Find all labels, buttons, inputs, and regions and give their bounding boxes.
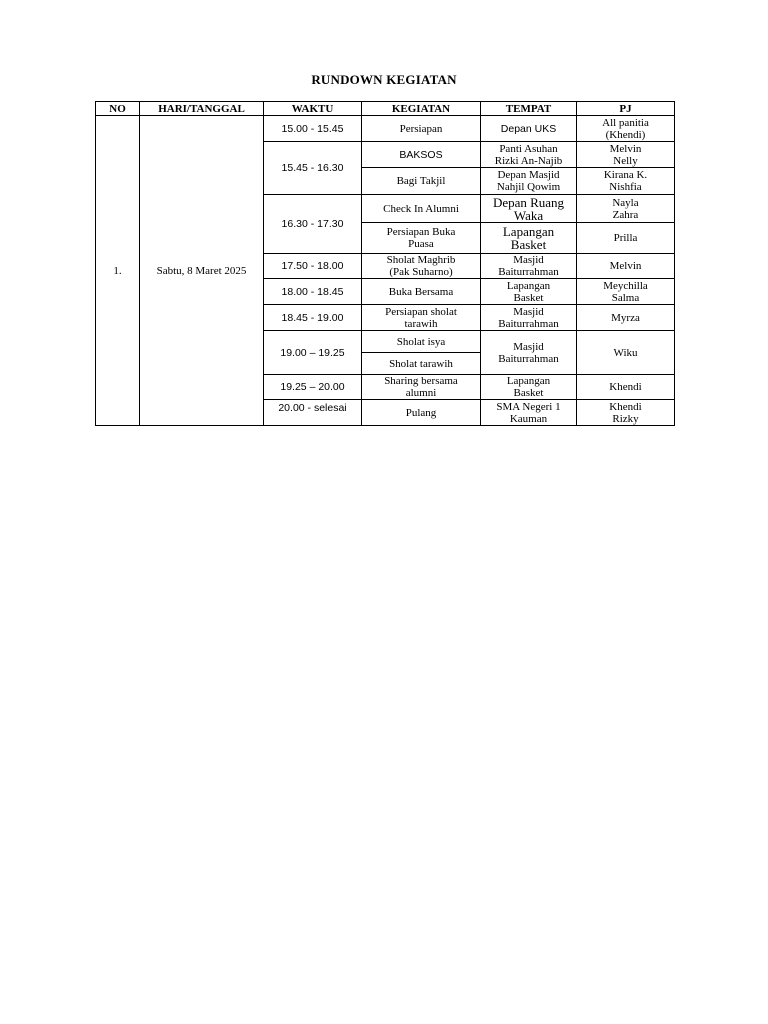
table-row	[96, 116, 675, 142]
cell-kegiatan: Buka Bersama	[362, 279, 481, 305]
cell-pj: Melvin	[577, 254, 675, 279]
cell-waktu: 16.30 - 17.30	[264, 195, 362, 254]
cell-tempat: Depan Ruang Waka	[481, 195, 577, 223]
cell-kegiatan: Persiapan Buka Puasa	[362, 223, 481, 254]
header-waktu: WAKTU	[264, 102, 362, 116]
cell-no: 1.	[96, 116, 140, 426]
header-no: NO	[96, 102, 140, 116]
cell-pj: Khendi Rizky	[577, 400, 675, 426]
cell-pj: Khendi	[577, 375, 675, 400]
cell-pj: Melvin Nelly	[577, 142, 675, 168]
cell-tempat: Lapangan Basket	[481, 375, 577, 400]
cell-kegiatan: Check In Alumni	[362, 195, 481, 223]
cell-pj: Prilla	[577, 223, 675, 254]
cell-kegiatan: Sharing bersama alumni	[362, 375, 481, 400]
header-tempat: TEMPAT	[481, 102, 577, 116]
cell-tempat: Masjid Baiturrahman	[481, 331, 577, 375]
cell-kegiatan: BAKSOS	[362, 142, 481, 168]
cell-tempat: SMA Negeri 1 Kauman	[481, 400, 577, 426]
cell-waktu: 18.00 - 18.45	[264, 279, 362, 305]
cell-waktu: 19.25 – 20.00	[264, 375, 362, 400]
cell-tempat: Masjid Baiturrahman	[481, 305, 577, 331]
cell-tempat: Lapangan Basket	[481, 223, 577, 254]
cell-kegiatan: Pulang	[362, 400, 481, 426]
cell-kegiatan: Sholat tarawih	[362, 353, 481, 375]
document-title: RUNDOWN KEGIATAN	[311, 72, 457, 87]
cell-waktu: 18.45 - 19.00	[264, 305, 362, 331]
cell-waktu: 15.00 - 15.45	[264, 116, 362, 142]
cell-tempat: Panti Asuhan Rizki An-Najib	[481, 142, 577, 168]
cell-pj: All panitia (Khendi)	[577, 116, 675, 142]
cell-tempat: Depan UKS	[481, 116, 577, 142]
cell-waktu: 17.50 - 18.00	[264, 254, 362, 279]
cell-pj: Myrza	[577, 305, 675, 331]
cell-pj: Kirana K. Nishfia	[577, 168, 675, 195]
cell-kegiatan: Sholat isya	[362, 331, 481, 353]
cell-tempat: Masjid Baiturrahman	[481, 254, 577, 279]
header-kegiatan: KEGIATAN	[362, 102, 481, 116]
table-header-row	[96, 102, 675, 116]
cell-pj: Meychilla Salma	[577, 279, 675, 305]
cell-waktu: 19.00 – 19.25	[264, 331, 362, 375]
cell-waktu: 20.00 - selesai	[264, 400, 362, 426]
rundown-table	[95, 101, 675, 426]
cell-kegiatan: Sholat Maghrib (Pak Suharno)	[362, 254, 481, 279]
cell-tempat: Depan Masjid Nahjil Qowim	[481, 168, 577, 195]
cell-hari-tanggal: Sabtu, 8 Maret 2025	[140, 116, 264, 426]
header-pj: PJ	[577, 102, 675, 116]
cell-waktu: 15.45 - 16.30	[264, 142, 362, 195]
cell-kegiatan: Bagi Takjil	[362, 168, 481, 195]
cell-pj: Wiku	[577, 331, 675, 375]
cell-pj: Nayla Zahra	[577, 195, 675, 223]
cell-tempat: Lapangan Basket	[481, 279, 577, 305]
cell-kegiatan: Persiapan	[362, 116, 481, 142]
header-hari-tanggal: HARI/TANGGAL	[140, 102, 264, 116]
cell-kegiatan: Persiapan sholat tarawih	[362, 305, 481, 331]
